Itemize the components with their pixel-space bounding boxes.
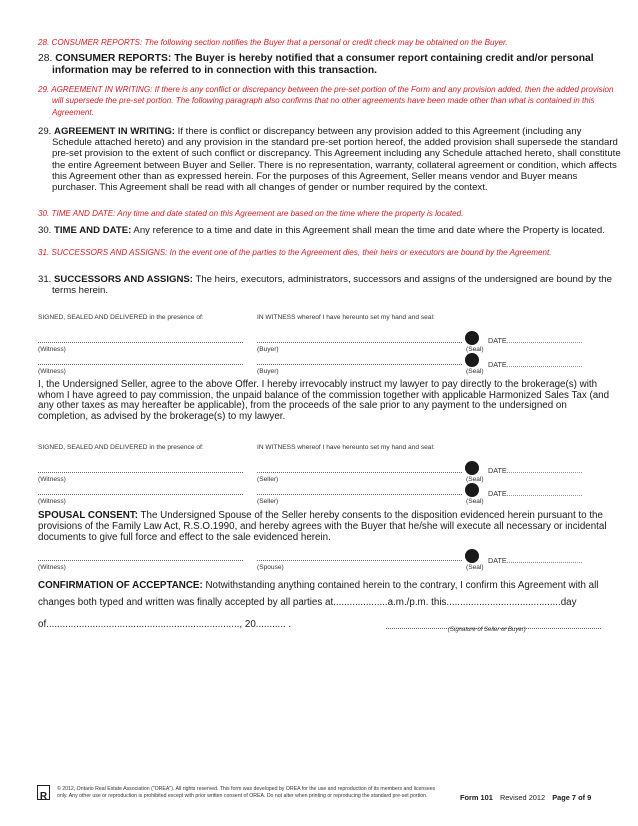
spouse-signature-line[interactable] <box>257 560 462 561</box>
copyright-notice <box>57 786 457 800</box>
seller1-date-field[interactable]: DATE...................................... <box>488 466 583 475</box>
form-revised: Revised 2012 <box>499 793 546 802</box>
s31-instruction: 31. SUCCESSORS AND ASSIGNS: In the event one of the parties to the Agreement dies, their heirs or executors are bound by the Agreement. <box>38 248 552 257</box>
s31-clause <box>38 274 622 296</box>
buyer1-seal-icon <box>465 331 479 345</box>
buyer2-seal-caption: (Seal) <box>466 368 484 375</box>
buyer1-caption: (Buyer) <box>257 346 279 353</box>
spouse-seal-icon <box>465 549 479 563</box>
form-info <box>460 793 591 802</box>
realtor-logo-letter: R <box>39 791 48 802</box>
s30-heading: TIME AND DATE: <box>54 225 132 236</box>
s31-text: The heirs, executors, administrators, successors and assigns of the undersigned are bound by the terms herein. <box>52 274 612 297</box>
copyright-line-1: © 2012, Ontario Real Estate Association ("OREA"). All rights reserved. This form was developed by OREA for the use and reproduction of its members and licensees <box>57 786 436 792</box>
seller-witness-label: IN WITNESS whereof I have hereunto set my hand and seal: <box>257 444 435 451</box>
seller-direction-paragraph: I, the Undersigned Seller, agree to the above Offer. I hereby irrevocably instruct my lawyer to pay directly to the brokerage(s) with whom I have agreed to pay commission, the unpaid balance of the commission together with applicable Harmonized Sales Tax (and any other taxes as may hereafter be applicable), from the proceeds of the sale prior to any payment to the undersigned on completion, as advised by the brokerage(s) to my lawyer. <box>38 379 610 423</box>
s28-clause <box>38 53 622 76</box>
s29-instruction: 29. AGREEMENT IN WRITING: If there is any conflict or discrepancy between the pre-set portion of the Form and any provision added, then the added provision will supersede the pre-set portion. The following paragraph also confirms that no other agreements have been made other than what is contained in this Agreement. <box>38 85 614 117</box>
spouse-witness-caption: (Witness) <box>38 564 66 571</box>
spouse-date-field[interactable]: DATE...................................... <box>488 556 583 565</box>
s29-number: 29. <box>38 126 52 137</box>
confirmation-signature-caption: (Signature of Seller or Buyer) <box>448 627 526 633</box>
s29-heading: AGREEMENT IN WRITING: <box>54 126 175 137</box>
seller2-caption: (Seller) <box>257 498 279 505</box>
seller1-witness-line[interactable] <box>38 472 243 473</box>
s28-text: CONSUMER REPORTS: The Buyer is hereby notified that a consumer report containing credit and/or personal information may be referred to in connection with this transaction. <box>52 53 594 76</box>
copyright-line-2: only. Any other use or reproduction is prohibited except with prior written consent of OREA. Do not alter when printing or reproducing the standard pre-set portion. <box>57 793 428 800</box>
seller1-seal-icon <box>465 461 479 475</box>
buyer1-witness-caption: (Witness) <box>38 346 66 353</box>
spousal-consent-clause <box>38 510 610 543</box>
spouse-caption: (Spouse) <box>257 564 284 571</box>
s28-number: 28. <box>38 53 53 64</box>
spouse-witness-line[interactable] <box>38 560 243 561</box>
buyer1-signature-line[interactable] <box>257 342 462 343</box>
realtor-logo <box>37 785 50 800</box>
seller2-witness-line[interactable] <box>38 494 243 495</box>
buyer2-witness-line[interactable] <box>38 364 243 365</box>
confirmation-text: Notwithstanding anything contained herein to the contrary, I confirm this Agreement with all changes both typed and written was finally accepted by all parties at....................a.m./p.m. this..........................................day <box>38 580 599 608</box>
s30-instruction: 30. TIME AND DATE: Any time and date stated on this Agreement are based on the time where the property is located. <box>38 209 464 218</box>
seller-signed-label: SIGNED, SEALED AND DELIVERED in the presence of: <box>38 444 204 451</box>
seller1-seal-caption: (Seal) <box>466 476 484 483</box>
confirmation-of-line[interactable]: of......................................................................., 20........... . <box>38 619 292 630</box>
s31-number: 31. <box>38 274 52 285</box>
buyer1-seal-caption: (Seal) <box>466 346 484 353</box>
spousal-consent-heading: SPOUSAL CONSENT: <box>38 510 138 521</box>
s30-number: 30. <box>38 225 52 236</box>
confirmation-clause <box>38 577 612 611</box>
buyer1-witness-line[interactable] <box>38 342 243 343</box>
spousal-consent-text: The Undersigned Spouse of the Seller hereby consents to the disposition evidenced herein pursuant to the provisions of the Family Law Act, R.S.O.1990, and hereby agrees with the Buyer that he/she will execute all necessary or incidental documents to give full force and effect to the sale evidenced herein. <box>38 510 607 543</box>
s29-clause <box>38 126 622 193</box>
s30-text: Any reference to a time and date in this Agreement shall mean the time and date where the Property is located. <box>131 225 605 236</box>
seller1-signature-line[interactable] <box>257 472 462 473</box>
seller2-witness-caption: (Witness) <box>38 498 66 505</box>
s31-heading: SUCCESSORS AND ASSIGNS: <box>54 274 193 285</box>
seller2-date-field[interactable]: DATE...................................... <box>488 489 583 498</box>
seller2-signature-line[interactable] <box>257 494 462 495</box>
s29-text: If there is conflict or discrepancy between any provision added to this Agreement (including any Schedule attached hereto) and any provision in the standard pre-set portion hereof, the added provision shall supersede the standard pre-set provision to the extent of such conflict or discrepancy. This Agreement including any Schedule attached hereto, shall constitute the entire Agreement between Buyer and Seller. There is no representation, warranty, collateral agreement or condition, which affects this Agreement other than as expressed herein. For the purposes of this Agreement, Seller means vendor and Buyer means purchaser. This Agreement shall be read with all changes of gender or number required by the context. <box>52 126 621 194</box>
buyer-witness-label: IN WITNESS whereof I have hereunto set my hand and seal: <box>257 314 435 321</box>
seller2-seal-icon <box>465 483 479 497</box>
seller1-caption: (Seller) <box>257 476 279 483</box>
s30-clause <box>38 225 608 236</box>
seller1-witness-caption: (Witness) <box>38 476 66 483</box>
buyer-signed-label: SIGNED, SEALED AND DELIVERED in the presence of: <box>38 314 204 321</box>
buyer2-witness-caption: (Witness) <box>38 368 66 375</box>
buyer2-seal-icon <box>465 353 479 367</box>
seller2-seal-caption: (Seal) <box>466 498 484 505</box>
confirmation-heading: CONFIRMATION OF ACCEPTANCE: <box>38 580 203 591</box>
buyer1-date-field[interactable]: DATE...................................... <box>488 336 583 345</box>
page-number: Page 7 of 9 <box>552 793 592 802</box>
s28-instruction: 28. CONSUMER REPORTS: The following section notifies the Buyer that a personal or credit check may be obtained on the Buyer. <box>38 38 508 47</box>
buyer2-caption: (Buyer) <box>257 368 279 375</box>
buyer2-date-field[interactable]: DATE...................................... <box>488 360 583 369</box>
buyer2-signature-line[interactable] <box>257 364 462 365</box>
spouse-seal-caption: (Seal) <box>466 564 484 571</box>
form-number: Form 101 <box>460 793 493 802</box>
